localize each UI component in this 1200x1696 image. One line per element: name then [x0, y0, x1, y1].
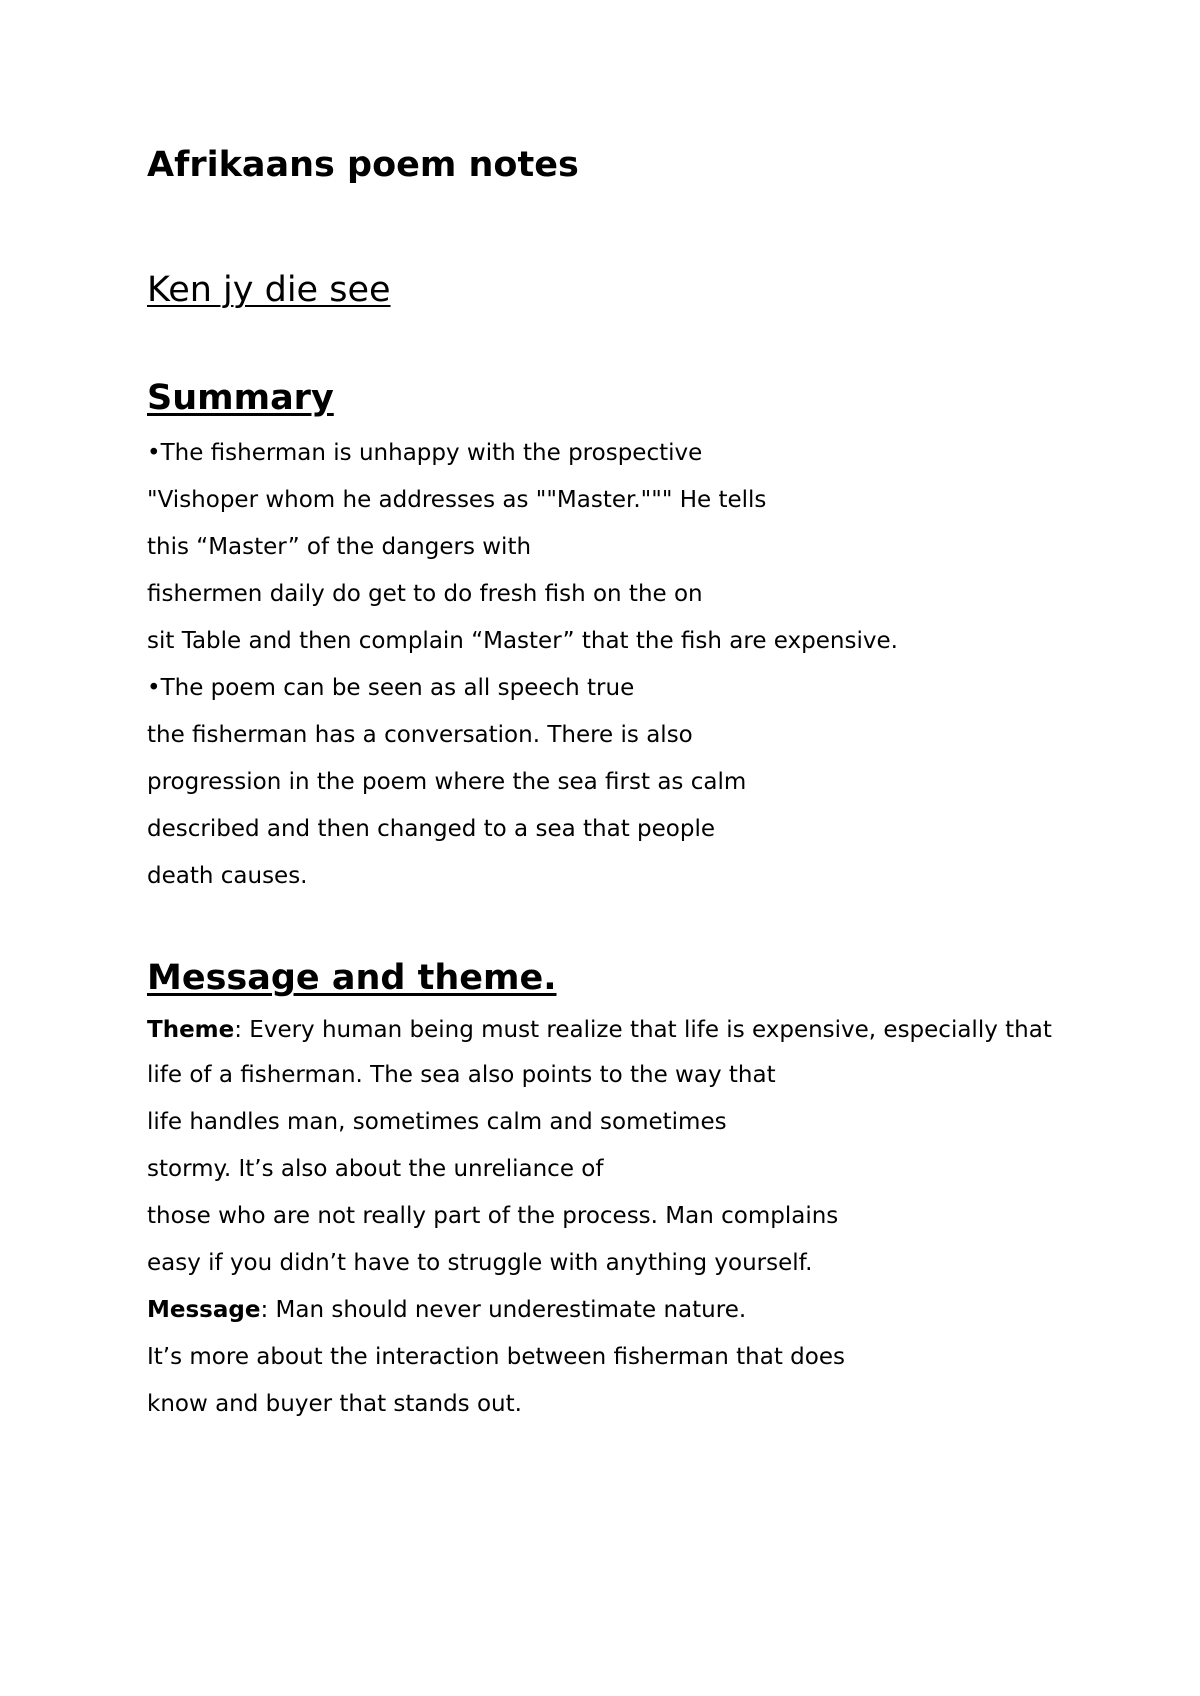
- theme-line: life of a fisherman. The sea also points to the way that: [147, 1062, 776, 1088]
- message-text: : Man should never underestimate nature.: [260, 1297, 747, 1323]
- theme-text: : Every human being must realize that life is expensive, especially that: [234, 1017, 1052, 1043]
- theme-line: life handles man, sometimes calm and sometimes: [147, 1109, 727, 1135]
- theme-paragraph: [147, 1015, 1067, 1045]
- summary-list: [147, 439, 1067, 909]
- theme-line: easy if you didn’t have to struggle with anything yourself.: [147, 1250, 813, 1276]
- theme-line: stormy. It’s also about the unreliance of: [147, 1156, 604, 1182]
- summary-line: described and then changed to a sea that people: [147, 816, 715, 842]
- summary-line: sit Table and then complain “Master” that the fish are expensive.: [147, 628, 898, 654]
- message-theme-heading: Message and theme.: [147, 958, 557, 998]
- summary-heading: Summary: [147, 378, 334, 418]
- message-theme-list: [147, 1015, 1067, 1437]
- summary-line: death causes.: [147, 863, 308, 889]
- summary-line: this “Master” of the dangers with: [147, 534, 532, 560]
- document-title: Afrikaans poem notes: [147, 145, 579, 185]
- summary-line: •The fisherman is unhappy with the prospective: [147, 440, 703, 466]
- summary-line: fishermen daily do get to do fresh fish on the on: [147, 581, 703, 607]
- summary-line: progression in the poem where the sea first as calm: [147, 769, 747, 795]
- poem-title: Ken jy die see: [147, 270, 391, 310]
- theme-label: Theme: [147, 1017, 235, 1043]
- message-paragraph: [147, 1296, 1067, 1324]
- summary-line: "Vishoper whom he addresses as ""Master.""" He tells: [147, 487, 767, 513]
- message-label: Message: [147, 1297, 261, 1323]
- summary-line: the fisherman has a conversation. There is also: [147, 722, 693, 748]
- message-line: know and buyer that stands out.: [147, 1391, 522, 1417]
- theme-line: those who are not really part of the process. Man complains: [147, 1203, 839, 1229]
- summary-line: •The poem can be seen as all speech true: [147, 675, 635, 701]
- message-line: It’s more about the interaction between fisherman that does: [147, 1344, 845, 1370]
